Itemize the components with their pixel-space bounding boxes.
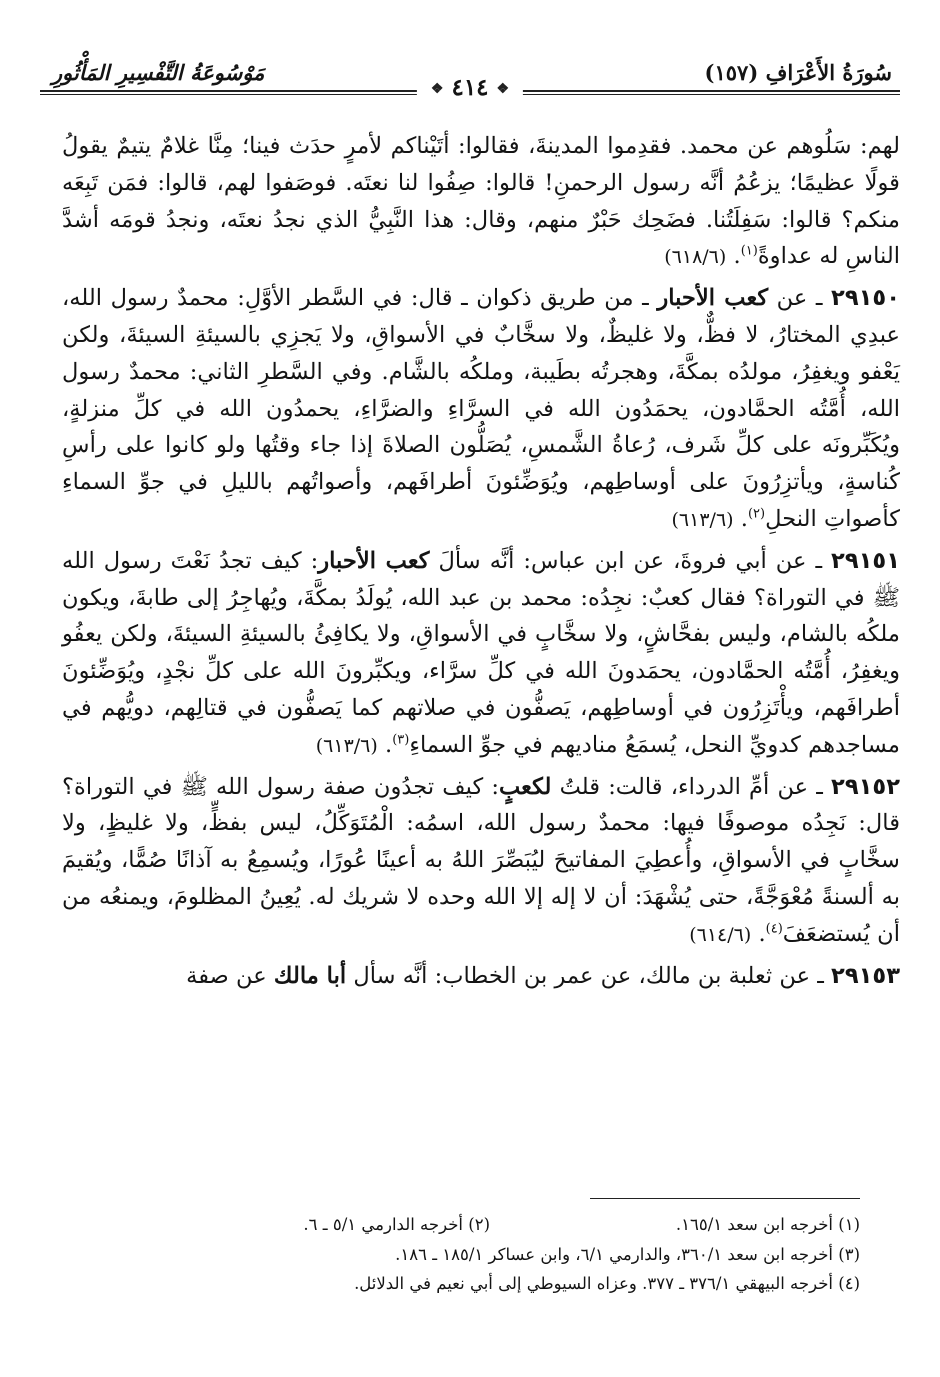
verse-number: (١٥٧): [704, 60, 759, 85]
page-number-box: [417, 74, 523, 101]
source-reference: (٦١٣/٦): [315, 734, 378, 757]
source-reference: (٦١٨/٦): [664, 246, 727, 269]
paragraph-text: : كيف تجدُون صفة رسول الله ﷺ في التوراة؟ قال: نَجِدُه موصوفًا فيها: محمدٌ رسول الله، اسمُه: الْمُتَوَكِّلُ، ليس بفظٍّ، ولا غليظٍ، ولا سخَّابٍ في الأسواقِ، وأُعطِيَ المفاتيحَ ليُبَصِّرَ اللهُ به أعينًا عُورًا، ويُسمِعُ به آذانًا صُمًّا، ويُقيمَ به ألسنةً مُعْوَجَّةً، حتى يُشْهَدَ: أن لا إله إلا الله وحده لا شريك له. يُعِينُ المظلومَ، ويمنعُه من أن يُستضعَفَ: [62, 773, 900, 947]
ornament-icon: ❖: [496, 81, 510, 97]
paragraph-text: : كيف تجدُ نَعْتَ رسول الله ﷺ في التوراة؟ فقال كعبٌ: نجِدُه: محمد بن عبد الله، يُولَدُ بمكَّةَ، ويُهاجِرُ إلى طابةَ، ويكون ملكُه بالشام، وليس بفحَّاشٍ، ولا سخَّابٍ في الأسواقِ، ولا يكافِئُ بالسيئةِ السيئةَ، ولكن يعفُو ويغفِرُ، أُمَّتُه الحمَّادون، يحمَدونَ الله في كلِّ سرَّاء، ويكبِّرونَ الله على كلِّ نجْدٍ، ويُوَضِّئونَ أطرافَهم، ويأْتَزِرُون في أوساطِهم، يَصفُّون في صلاتهم كما يَصفُّون في قتالِهم، دويُّهم في مساجدهم كدويِّ النحل، يُسمَعُ مناديهم في جوِّ السماءِ: [62, 547, 900, 758]
source-reference: (٦١٤/٦): [689, 923, 752, 946]
surah-name: سُورَةُ الأَعْرَافِ: [765, 60, 892, 85]
hadith-number: ٢٩١٥٠: [831, 285, 900, 312]
paragraph-text: لهم: سَلُوهم عن محمد. فقدِموا المدينةَ، فقالوا: أتَيْناكم لأمرٍ حدَث فينا؛ مِنَّا غلامٌ يتيمٌ يقولُ قولًا عظيمًا؛ يزعُمُ أنَّه رسول الرحمنِ! قالوا: صِفُوا لنا نعتَه. فوصَفوا لهم، قالوا: فمَن تَبِعَه منكم؟ قالوا: سَفِلَتُنا. فضَحِك حَبْرٌ منهم، وقال: هذا النَّبِيُّ الذي نجدُ نعتَه، ونجدُ قومَه أشدَّ الناسِ له عداوةً: [62, 133, 900, 270]
surah-heading: [705, 60, 892, 85]
ornament-icon: ❖: [430, 81, 444, 97]
footnotes: [60, 1210, 860, 1299]
footnote-1: (١) أخرجه ابن سعد ١٦٥/١.: [675, 1215, 860, 1234]
paragraph: ٢٩١٥٠ ـ عن كعب الأحبار ـ من طريق ذكوان ـ قال: في السَّطر الأوَّلِ: محمدٌ رسول الله، عبدِي المختارُ، لا فظٌّ، ولا غليظٌ، ولا سخَّابٌ في الأسواقِ، ولا يَجزِي بالسيئةِ السيئةَ، ولكن يَعْفو ويغفِرُ، مولدُه بمكَّةَ، وهجرتُه بطَيبة، وملكُه بالشَّام. وفي السَّطرِ الثاني: محمدٌ رسول الله، أُمَّتُه الحمَّادون، يحمَدُون الله في السرَّاءِ والضرَّاءِ، يحمدُون الله في كلِّ منزلةٍ، ويُكَبِّرونَه على كلِّ شَرف، رُعاةُ الشَّمسِ، يُصَلُّون الصلاةَ إذا جاء وقتُها ولو كانوا على رأسِ كُناسةٍ، ويأتزِرُونَ على أوساطِهم، ويُوَضِّئونَ أطرافَهم، وأصواتُهم بالليلِ في جوِّ السماءِ كأصواتِ النحلِ$^{(٢)}$. (٦١٣/٦): [62, 285, 900, 532]
source-reference: (٦١٣/٦): [671, 508, 734, 531]
paragraph: [62, 958, 900, 995]
hadith-number: ٢٩١٥١: [831, 547, 900, 574]
paragraph: ٢٩١٥٢ ـ عن أمِّ الدرداء، قالت: قلتُ لكعبٍ: كيف تجدُون صفة رسول الله ﷺ في التوراة؟ قال: نَجِدُه موصوفًا فيها: محمدٌ رسول الله، اسمُه: الْمُتَوَكِّلُ، ليس بفظٍّ، ولا غليظٍ، ولا سخَّابٍ في الأسواقِ، وأُعطِيَ المفاتيحَ ليُبَصِّرَ اللهُ به أعينًا عُورًا، ويُسمِعُ به آذانًا صُمًّا، ويُقيمَ به ألسنةً مُعْوَجَّةً، حتى يُشْهَدَ: أن لا إله إلا الله وحده لا شريك له. يُعِينُ المظلومَ، ويمنعُه من أن يُستضعَفَ$^{(٤)}$. (٦١٤/٦): [62, 773, 900, 947]
footnote-marker: (١): [740, 243, 758, 259]
footnote-2: (٢) أخرجه الدارمي ٥/١ ـ ٦.: [303, 1215, 490, 1234]
footnote-rule: [590, 1198, 860, 1199]
narrator-name: كعب الأحبار: [318, 547, 430, 574]
footnote-4: (٤) أخرجه البيهقي ٣٧٦/١ ـ ٣٧٧. وعزاه السيوطي إلى أبي نعيم في الدلائل.: [354, 1274, 860, 1293]
paragraph-lead: ـ عن أبي فروةَ، عن ابن عباس: أنَّه سألَ: [429, 547, 832, 574]
narrator-name: لكعبٍ: [498, 773, 552, 800]
footnote-marker: (٤): [765, 921, 783, 937]
page-number: ٤١٤: [451, 74, 489, 101]
paragraph-lead: ـ عن أمِّ الدرداء، قالت: قلتُ: [551, 773, 832, 800]
footnote-marker: (٢): [747, 506, 766, 522]
narrator-name: أبا مالك: [273, 962, 347, 989]
hadith-number: ٢٩١٥٣: [831, 962, 900, 989]
paragraph: لهم: سَلُوهم عن محمد. فقدِموا المدينةَ، فقالوا: أتَيْناكم لأمرٍ حدَث فينا؛ مِنَّا غلامٌ يتيمٌ يقولُ قولًا عظيمًا؛ يزعُمُ أنَّه رسول الرحمنِ! قالوا: صِفُوا لنا نعتَه. فوصَفوا لهم، قالوا: فمَن تَبِعَه منكم؟ قالوا: سَفِلَتُنا. فضَحِك حَبْرٌ منهم، وقال: هذا النَّبِيُّ الذي نجدُ نعتَه، ونجدُ قومَه أشدَّ الناسِ له عداوةً$^{(١)}$. (٦١٨/٦): [62, 133, 900, 270]
footnote-3: (٣) أخرجه ابن سعد ٣٦٠/١، والدارمي ٦/١، وابن عساكر ١٨٥/١ ـ ١٨٦.: [395, 1244, 860, 1264]
narrator-name: كعب الأحبار: [657, 285, 769, 312]
running-header: [40, 52, 900, 101]
footnote-marker: (٣): [392, 732, 410, 748]
main-text: [62, 128, 900, 998]
paragraph: ٢٩١٥١ ـ عن أبي فروةَ، عن ابن عباس: أنَّه سألَ كعب الأحبار: كيف تجدُ نَعْتَ رسول الله ﷺ في التوراة؟ فقال كعبٌ: نجِدُه: محمد بن عبد الله، يُولَدُ بمكَّةَ، ويُهاجِرُ إلى طابةَ، ويكون ملكُه بالشام، وليس بفحَّاشٍ، ولا سخَّابٍ في الأسواقِ، ولا يكافِئُ بالسيئةِ السيئةَ، ولكن يعفُو ويغفِرُ، أُمَّتُه الحمَّادون، يحمَدونَ الله في كلِّ سرَّاء، ويكبِّرونَ الله على كلِّ نجْدٍ، ويُوَضِّئونَ أطرافَهم، ويأْتَزِرُون في أوساطِهم، يَصفُّون في صلاتهم كما يَصفُّون في قتالِهم، دويُّهم في مساجدهم كدويِّ النحل، يُسمَعُ مناديهم في جوِّ السماءِ$^{(٣)}$. (٦١٣/٦): [62, 547, 900, 758]
paragraph-text: ـ من طريق ذكوان ـ قال: في السَّطر الأوَّلِ: محمدٌ رسول الله، عبدِي المختارُ، لا فظٌّ، ولا غليظٌ، ولا سخَّابٌ في الأسواقِ، ولا يَجزِي بالسيئةِ السيئةَ، ولكن يَعْفو ويغفِرُ، مولدُه بمكَّةَ، وهجرتُه بطَيبة، وملكُه بالشَّام. وفي السَّطرِ الثاني: محمدٌ رسول الله، أُمَّتُه الحمَّادون، يحمَدُون الله في السرَّاءِ والضرَّاءِ، يحمدُون الله في كلِّ منزلةٍ، ويُكَبِّرونَه على كلِّ شَرف، رُعاةُ الشَّمسِ، يُصَلُّون الصلاةَ إذا جاء وقتُها ولو كانوا على رأسِ كُناسةٍ، ويأتزِرُونَ على أوساطِهم، ويُوَضِّئونَ أطرافَهم، وأصواتُهم بالليلِ في جوِّ السماءِ كأصواتِ النحلِ: [62, 285, 900, 532]
paragraph-text: عن صفة: [186, 962, 274, 989]
hadith-number: ٢٩١٥٢: [831, 773, 900, 800]
footnote-row: [60, 1210, 860, 1240]
paragraph-lead: ـ عن ثعلبة بن مالك، عن عمر بن الخطاب: أنَّه سأل: [346, 962, 832, 989]
book-title: مَوْسُوعَةُ التَّفْسِيرِ المَأْثُورِ: [52, 60, 265, 85]
paragraph-lead: ـ عن: [768, 285, 832, 312]
